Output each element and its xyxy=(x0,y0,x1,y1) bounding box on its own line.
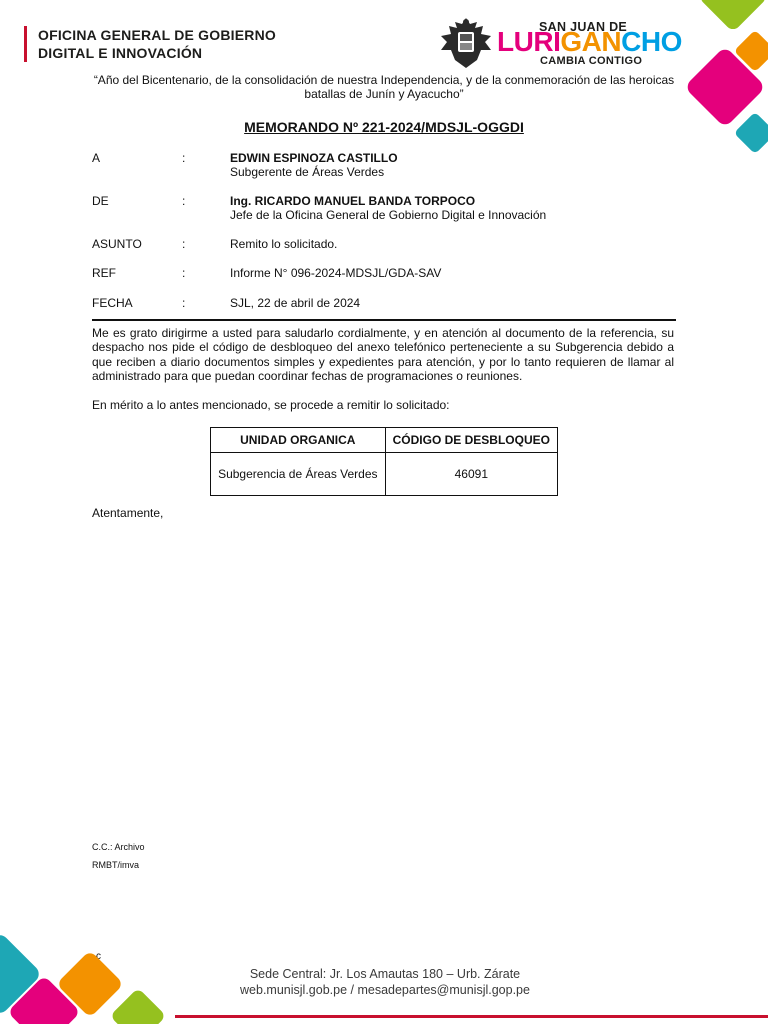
brand-letter: N xyxy=(601,26,622,57)
brand-letter: I xyxy=(553,26,561,57)
from-name: Ing. RICARDO MANUEL BANDA TORPOCO xyxy=(230,194,476,208)
ref-label: REF xyxy=(92,266,116,280)
footer-contact xyxy=(210,966,560,998)
municipal-crest-icon xyxy=(437,14,495,70)
from-value xyxy=(230,194,546,222)
to-role: Subgerente de Áreas Verdes xyxy=(230,165,385,179)
header-divider xyxy=(92,319,676,321)
date-colon: : xyxy=(182,296,186,310)
table-header-unit: UNIDAD ORGANICA xyxy=(211,428,386,453)
body-paragraph-1: Me es grato dirigirme a usted para saludarlo cordialmente, y en atención al documento de la referencia, su despacho nos pide el código de desbloqueo del anexo telefónico perteneciente a su Subgerencia debido a que reciben a diario documentos simples y expedientes para atención, y por lo tanto requieren de llamar al administrado para que puedan coordinar fechas de programaciones o reuniones. xyxy=(92,326,674,384)
table-cell-code: 46091 xyxy=(385,453,557,496)
ref-value: Informe N° 096-2024-MDSJL/GDA-SAV xyxy=(230,266,442,280)
to-value xyxy=(230,151,398,179)
ref-colon: : xyxy=(182,266,186,280)
brand-letter: G xyxy=(560,26,582,57)
brand-letter: A xyxy=(581,26,602,57)
carbon-copy: C.C.: Archivo xyxy=(92,842,145,852)
office-name-line1: OFICINA GENERAL DE GOBIERNO xyxy=(38,27,276,43)
brand-top-text: SAN JUAN DE xyxy=(539,20,628,34)
author-initials: RMBT/imva xyxy=(92,860,139,870)
date-value: SJL, 22 de abril de 2024 xyxy=(230,296,361,310)
to-label: A xyxy=(92,151,101,165)
brand-letter: C xyxy=(621,26,641,57)
date-label: FECHA xyxy=(92,296,133,310)
table-header-row xyxy=(211,428,558,453)
year-motto-line2: batallas de Junín y Ayacucho” xyxy=(304,87,464,101)
footer-web-email: web.munisjl.gob.pe / mesadepartes@munisjl.gop.pe xyxy=(240,983,530,997)
office-name-line2: DIGITAL E INNOVACIÓN xyxy=(38,45,203,61)
table-header-code: CÓDIGO DE DESBLOQUEO xyxy=(385,428,557,453)
body-paragraph-2: En mérito a lo antes mencionado, se procede a remitir lo solicitado: xyxy=(92,398,450,412)
brand-letter: L xyxy=(497,26,514,57)
subject-value: Remito lo solicitado. xyxy=(230,237,338,251)
table-row xyxy=(211,453,558,496)
footer-address: Sede Central: Jr. Los Amautas 180 – Urb. Zárate xyxy=(249,967,521,981)
brand-letter: R xyxy=(533,26,554,57)
subject-colon: : xyxy=(182,237,186,251)
brand-letter: O xyxy=(660,26,682,57)
from-label: DE xyxy=(92,194,109,208)
to-name: EDWIN ESPINOZA CASTILLO xyxy=(230,151,398,165)
year-motto xyxy=(92,73,676,101)
to-colon: : xyxy=(182,151,186,165)
header-accent-bar xyxy=(24,26,27,62)
office-name xyxy=(38,26,276,62)
decorative-shapes-top-right xyxy=(678,0,768,155)
unlock-code-table xyxy=(210,427,558,496)
stray-mark: c xyxy=(96,951,101,962)
table-cell-unit: Subgerencia de Áreas Verdes xyxy=(211,453,386,496)
footer-accent-line xyxy=(175,1015,768,1018)
closing-salutation: Atentamente, xyxy=(92,506,164,520)
decorative-shapes-bottom-left xyxy=(0,934,180,1024)
brand-letter: H xyxy=(640,26,661,57)
from-role: Jefe de la Oficina General de Gobierno Digital e Innovación xyxy=(230,208,547,222)
brand-letter: U xyxy=(513,26,534,57)
brand-slogan: CAMBIA CONTIGO xyxy=(540,55,643,67)
year-motto-line1: “Año del Bicentenario, de la consolidación de nuestra Independencia, y de la conmemoración de las heroicas xyxy=(93,73,675,87)
brand-logo-wordmark xyxy=(497,26,682,58)
subject-label: ASUNTO xyxy=(92,237,142,251)
memo-title: MEMORANDO Nº 221-2024/MDSJL-OGGDI xyxy=(244,119,524,135)
from-colon: : xyxy=(182,194,186,208)
